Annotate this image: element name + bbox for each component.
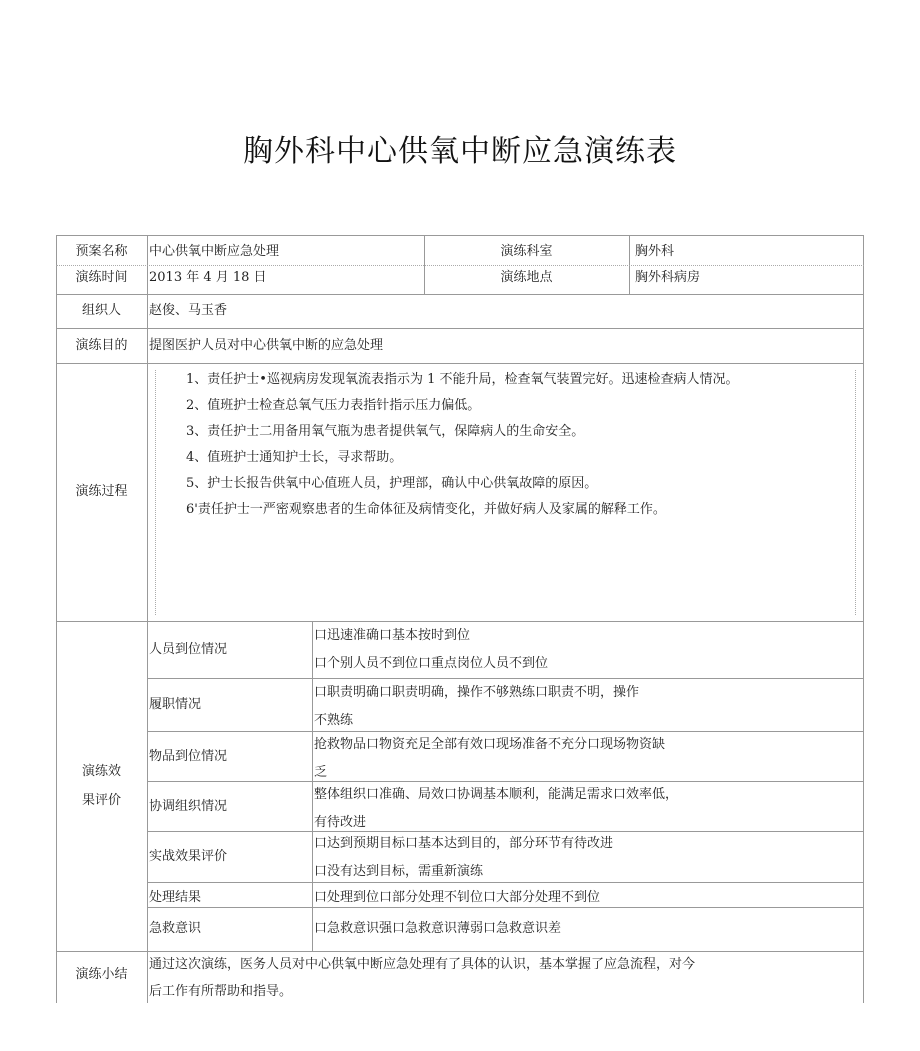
process-step: 6'责任护士一严密观察患者的生命体征及病情变化，并做好病人及家属的解释工作。 xyxy=(186,502,666,517)
plan-name-value: 中心供氧中断应急处理 xyxy=(149,244,280,259)
organizer-label: 组织人 xyxy=(81,303,121,318)
drill-place-label: 演练地点 xyxy=(500,270,553,285)
process-step: 1、责任护士•巡视病房发现氧流表指示为 1 不能升局，检查氧气装置完好。迅速检查病人情况。 xyxy=(186,372,739,387)
drill-dept-label: 演练科室 xyxy=(500,244,553,259)
evaluation-option-line: 口个别人员不到位口重点岗位人员不到位 xyxy=(314,656,549,671)
drill-time-value: 2013 年 4 月 18 日 xyxy=(149,270,267,285)
evaluation-option-line: 口没有达到目标，需重新演练 xyxy=(314,864,484,879)
evaluation-item: 实战效果评价 xyxy=(149,849,228,864)
drill-dept-value: 胸外科 xyxy=(635,244,675,259)
evaluation-option-line: 有待改进 xyxy=(314,815,367,830)
organizer-value: 赵俊、马玉香 xyxy=(149,303,228,318)
evaluation-item: 协调组织情况 xyxy=(149,799,228,814)
summary-label: 演练小结 xyxy=(75,967,128,982)
drill-place-value: 胸外科病房 xyxy=(635,270,701,285)
evaluation-option-line: 整体组织口准确、局效口协调基本顺利，能满足需求口效率低， xyxy=(314,787,679,802)
summary-line: 后工作有所帮助和指导。 xyxy=(149,984,293,999)
process-step: 4、值班护士通知护士长，寻求帮助。 xyxy=(186,450,403,465)
plan-name-label: 预案名称 xyxy=(75,244,128,259)
process-step: 2、值班护士检查总氧气压力表指针指示压力偏低。 xyxy=(186,398,481,413)
document-title: 胸外科中心供氧中断应急演练表 xyxy=(243,134,677,169)
evaluation-label-line2: 果评价 xyxy=(81,793,121,808)
process-step: 3、责任护士二用备用氧气瓶为患者提供氧气，保障病人的生命安全。 xyxy=(186,424,585,439)
evaluation-item: 物品到位情况 xyxy=(149,749,228,764)
evaluation-option-line: 口达到预期目标口基本达到目的，部分环节有待改进 xyxy=(314,836,614,851)
evaluation-option-line: 口职责明确口职责明确，操作不够熟练口职责不明，操作 xyxy=(314,685,640,700)
summary-line: 通过这次演练，医务人员对中心供氧中断应急处理有了具体的认识，基本掌握了应急流程，对今 xyxy=(149,957,696,972)
evaluation-option-line: 口迅速准确口基本按时到位 xyxy=(314,628,471,643)
evaluation-item: 履职情况 xyxy=(149,697,202,712)
evaluation-option-line: 口处理到位口部分处理不钊位口大部分处理不到位 xyxy=(314,890,601,905)
evaluation-item: 处理结果 xyxy=(149,890,202,905)
evaluation-item: 人员到位情况 xyxy=(149,642,228,657)
process-label: 演练过程 xyxy=(75,484,128,499)
evaluation-item: 急救意识 xyxy=(149,921,202,936)
drill-time-label: 演练时间 xyxy=(75,270,128,285)
evaluation-label-line1: 演练效 xyxy=(81,764,121,779)
evaluation-option-line: 乏 xyxy=(314,765,328,780)
evaluation-option-line: 口急救意识强口急救意识薄弱口急救意识差 xyxy=(314,921,562,936)
evaluation-option-line: 抢救物品口物资充足全部有效口现场准备不充分口现场物资缺 xyxy=(314,737,666,752)
purpose-value: 提图医护人员对中心供氧中断的应急处理 xyxy=(149,338,384,353)
purpose-label: 演练目的 xyxy=(75,338,128,353)
process-step: 5、护士长报告供氧中心值班人员，护理部，确认中心供氧故障的原因。 xyxy=(186,476,598,491)
evaluation-option-line: 不熟练 xyxy=(314,713,354,728)
